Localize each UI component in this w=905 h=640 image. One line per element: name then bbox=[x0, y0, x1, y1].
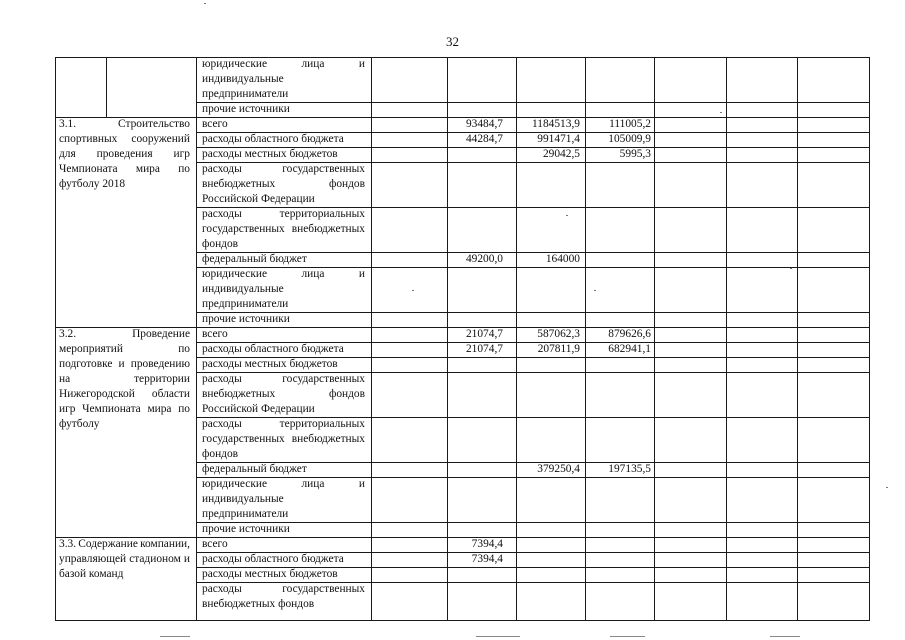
amount-cell: 7394,4 bbox=[471, 553, 503, 565]
row-label-line: внебюджетных фондов bbox=[202, 178, 365, 190]
row-label-line: индивидуальные bbox=[202, 493, 284, 505]
amount-cell: 197135,5 bbox=[608, 463, 651, 475]
amount-cell: 164000 bbox=[545, 253, 580, 265]
scan-speck bbox=[886, 487, 888, 488]
amount-cell: 991471,4 bbox=[537, 133, 580, 145]
row-label-line: внебюджетных фондов bbox=[202, 388, 365, 400]
row-label-line: прочие источники bbox=[202, 313, 290, 325]
section-title-line: 3.1. Строительство bbox=[59, 118, 190, 130]
section-title-line: 3.2. Проведение bbox=[59, 328, 190, 340]
amount-cell: 49200,0 bbox=[465, 253, 503, 265]
row-label-line: государственных внебюджетных bbox=[202, 433, 365, 445]
amount-cell: 105009,9 bbox=[608, 133, 651, 145]
section-title-line: Нижегородской области bbox=[59, 388, 190, 400]
scan-mark bbox=[610, 636, 645, 637]
section-title-line: для проведения игр bbox=[59, 148, 190, 160]
horizontal-rule bbox=[196, 522, 870, 523]
row-label-line: расходы территориальных bbox=[202, 208, 365, 220]
row-label-line: индивидуальные bbox=[202, 73, 284, 85]
section-title-line: футболу 2018 bbox=[59, 178, 126, 190]
amount-cell: 587062,3 bbox=[537, 328, 580, 340]
row-label-line: расходы государственных bbox=[202, 583, 365, 595]
amount-cell: 21074,7 bbox=[465, 343, 503, 355]
amount-cell: 1184513,9 bbox=[532, 118, 580, 130]
scan-mark bbox=[160, 636, 190, 637]
scan-speck bbox=[412, 290, 414, 291]
amount-cell: 21074,7 bbox=[465, 328, 503, 340]
row-label-line: расходы государственных bbox=[202, 373, 365, 385]
amount-cell: 93484,7 bbox=[465, 118, 503, 130]
section-title-line: футболу bbox=[59, 418, 100, 430]
row-label-line: фондов bbox=[202, 448, 239, 460]
row-label-line: федеральный бюджет bbox=[202, 463, 307, 475]
vertical-rule bbox=[106, 57, 107, 117]
amount-cell: 44284,7 bbox=[465, 133, 503, 145]
row-label-line: всего bbox=[202, 328, 228, 340]
scan-speck bbox=[720, 112, 722, 113]
row-label-line: предприниматели bbox=[202, 508, 289, 520]
row-label-line: расходы местных бюджетов bbox=[202, 358, 338, 370]
row-label-line: государственных внебюджетных bbox=[202, 223, 365, 235]
horizontal-rule bbox=[196, 102, 870, 103]
amount-cell: 682941,1 bbox=[608, 343, 651, 355]
row-label-line: расходы местных бюджетов bbox=[202, 148, 338, 160]
scan-speck bbox=[566, 215, 568, 216]
row-label-line: юридические лица и bbox=[202, 478, 365, 490]
horizontal-rule bbox=[55, 57, 870, 58]
section-title-line: спортивных сооружений bbox=[59, 133, 190, 145]
row-label-line: расходы областного бюджета bbox=[202, 553, 344, 565]
row-label-line: фондов bbox=[202, 238, 239, 250]
row-label-line: юридические лица и bbox=[202, 268, 365, 280]
row-label-line: всего bbox=[202, 118, 228, 130]
page-number: 32 bbox=[446, 34, 459, 49]
scan-mark bbox=[476, 636, 520, 637]
row-label-line: внебюджетных фондов bbox=[202, 598, 315, 610]
row-label-line: Российской Федерации bbox=[202, 193, 315, 205]
vertical-rule bbox=[654, 57, 655, 620]
amount-cell: 207811,9 bbox=[537, 343, 580, 355]
row-label-line: расходы государственных bbox=[202, 163, 365, 175]
amount-cell: 5995,3 bbox=[619, 148, 651, 160]
vertical-rule bbox=[196, 57, 197, 620]
row-label-line: индивидуальные bbox=[202, 283, 284, 295]
scan-speck bbox=[204, 3, 206, 4]
row-label-line: юридические лица и bbox=[202, 58, 365, 70]
amount-cell: 879626,6 bbox=[608, 328, 651, 340]
amount-cell: 111005,2 bbox=[609, 118, 651, 130]
row-label-line: предприниматели bbox=[202, 88, 289, 100]
vertical-rule bbox=[869, 57, 870, 620]
row-label-line: предприниматели bbox=[202, 298, 289, 310]
row-label-line: прочие источники bbox=[202, 103, 290, 115]
section-title-line: Чемпионата мира по bbox=[59, 163, 190, 175]
section-title-line: базой команд bbox=[59, 568, 124, 580]
amount-cell: 7394,4 bbox=[471, 538, 503, 550]
scan-mark bbox=[770, 636, 800, 637]
section-title-line: подготовке и проведению bbox=[59, 358, 190, 370]
row-label-line: расходы областного бюджета bbox=[202, 343, 344, 355]
vertical-rule bbox=[371, 57, 372, 620]
row-label-line: расходы областного бюджета bbox=[202, 133, 344, 145]
section-title-line: управляющей стадионом и bbox=[59, 553, 190, 565]
section-title-line: мероприятий по bbox=[59, 343, 190, 355]
row-label-line: Российской Федерации bbox=[202, 403, 315, 415]
section-title-line: игр Чемпионата мира по bbox=[59, 403, 190, 415]
row-label-line: расходы местных бюджетов bbox=[202, 568, 338, 580]
row-label-line: прочие источники bbox=[202, 523, 290, 535]
section-title-line: 3.3. Содержание компании, bbox=[59, 538, 190, 550]
scan-speck bbox=[790, 268, 792, 269]
vertical-rule bbox=[797, 57, 798, 620]
amount-cell: 379250,4 bbox=[537, 463, 580, 475]
horizontal-rule bbox=[196, 312, 870, 313]
row-label-line: всего bbox=[202, 538, 228, 550]
row-label-line: федеральный бюджет bbox=[202, 253, 307, 265]
vertical-rule bbox=[55, 57, 56, 620]
vertical-rule bbox=[726, 57, 727, 620]
horizontal-rule bbox=[55, 620, 870, 621]
amount-cell: 29042,5 bbox=[542, 148, 580, 160]
row-label-line: расходы территориальных bbox=[202, 418, 365, 430]
scan-speck bbox=[594, 290, 596, 291]
section-title-line: на территории bbox=[59, 373, 190, 385]
